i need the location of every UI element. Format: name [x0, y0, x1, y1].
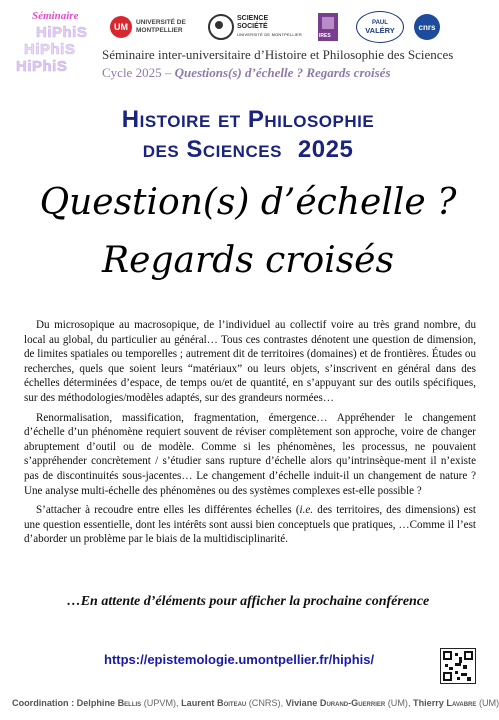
- qr-code-icon[interactable]: [440, 648, 476, 684]
- seminaire-heading: Séminaire inter-universitaire d’Histoire et Philosophie des Sciences: [102, 47, 454, 62]
- subtitle-line2: Regards croisés: [102, 240, 394, 281]
- pv-line2: VALÉRY: [365, 26, 395, 35]
- um-badge: UM: [110, 16, 132, 38]
- body-paragraph-2: Renormalisation, massification, fragmentation, émergence… Appréhender le changement d’échelle d’un phénomène requiert souvent de réviser complètement son approche, voire de changer abruptement d’outil ou de modèle. Comme si les phénomènes, les processus, ne pouvaient s’appréhender concrètement / s’étudier sans rupture d’échelle alors qu’intrinsèque-ment il n’existe pas de discontinuités sous-jacentes… Le changement d’échelle induit-il un changement de nature ? Une analyse multi-échelle des phénomènes ou des systèmes complexes est-elle possible ?: [24, 411, 476, 497]
- coordinator-first-name: Thierry: [413, 698, 444, 708]
- body-paragraph-1: Du microsopique au macrosopique, de l’individuel au collectif voire au très grand nombre, du local au global, du particulier au général… Tous ces contrastes dénotent une question de dimension, de limites spatiales ou temporelles ; autrement dit de territoires (domaines) et de frontières. Études ou recherches, quels que soient leurs “matériaux” ou leurs objets, s’inscrivent en général dans des échelles déterminées d’espace, de temps ou/et de quantité, en s’appuyant sur des outils spécifiques, sur des méthodologies/modèles adaptés, sur des grandeurs normées…: [24, 319, 476, 404]
- cnrs-logo: [414, 8, 440, 46]
- paul-valery-badge: [356, 11, 404, 43]
- science-societe-logo: [208, 8, 302, 46]
- main-title-line1: Histoire et Philosophie: [121, 106, 375, 133]
- body-p3-ie: i.e.: [299, 504, 314, 517]
- ss-small: UNIVERSITÉ DE MONTPELLIER: [237, 32, 303, 37]
- partner-logos: [110, 8, 490, 48]
- coordinator-last-name: Bellis: [117, 698, 142, 708]
- website-link[interactable]: https://epistemologie.umontpellier.fr/hiphis/: [104, 652, 375, 667]
- hiphis-logo: [14, 10, 98, 76]
- main-title-line2: [0, 136, 496, 164]
- coordinator-last-name: Lavabre: [446, 698, 477, 708]
- cycle-prefix: Cycle 2025 –: [102, 65, 172, 80]
- coordinator-first-name: Laurent: [181, 698, 215, 708]
- cycle-heading: [102, 65, 492, 81]
- ires-logo: [318, 8, 340, 46]
- body-text: [24, 318, 476, 552]
- hiphis-logo-top: Séminaire: [32, 10, 79, 22]
- pv-line1: PAUL: [372, 20, 388, 26]
- subtitle-line1: Question(s) d’échelle ?: [39, 182, 457, 223]
- paul-valery-logo: [356, 8, 404, 46]
- um-line1: UNIVERSITÉ DE: [136, 19, 186, 26]
- hiphis-logo-word: HiPhiS: [16, 58, 68, 75]
- coordinator-first-name: Viviane: [285, 698, 318, 708]
- coordinator-last-name: Boiteau: [217, 698, 247, 708]
- body-p3-part-a: S’attacher à recoudre entre elles les différentes échelles (: [36, 504, 300, 517]
- main-title-des-sciences: des Sciences: [142, 136, 282, 163]
- coordination-footer: [12, 698, 499, 708]
- coordinator-first-name: Delphine: [76, 698, 116, 708]
- science-societe-text: [237, 15, 302, 39]
- cycle-theme: Questions(s) d’échelle ? Regards croisés: [174, 65, 391, 80]
- body-paragraph-3: [24, 503, 476, 547]
- hiphis-logo-word: HiPhiS: [24, 41, 76, 58]
- coordination-label: Coordination :: [12, 698, 75, 708]
- coordinator-org: (UM),: [387, 698, 411, 708]
- coordinator-org: (UM): [478, 698, 499, 708]
- cnrs-badge: cnrs: [414, 14, 440, 40]
- science-societe-emblem-icon: [208, 14, 234, 40]
- coordinator-org: (CNRS),: [248, 698, 284, 708]
- ss-line2: SOCIÉTÉ: [237, 23, 268, 30]
- coordinator-org: (UPVM),: [143, 698, 179, 708]
- ss-line1: SCIENCE: [237, 15, 269, 22]
- um-line2: MONTPELLIER: [136, 27, 183, 34]
- body-p3-part-b: des territoires, des dimensions) est une question essentielle, dont les intérêts sont aussi bien conceptuels que pratiques, …Comme il l’est d’aborder un problème par le biais de la multidisciplinarité.: [24, 504, 476, 546]
- main-title-year: 2025: [297, 136, 354, 163]
- waiting-notice: …En attente d’éléments pour afficher la prochaine conférence: [66, 594, 430, 609]
- universite-montpellier-logo: [110, 8, 186, 46]
- ires-logo-icon: [318, 13, 338, 41]
- um-logo-text: [136, 19, 186, 35]
- coordinator-last-name: Durand-Guerrier: [319, 698, 386, 708]
- hiphis-logo-word: HiPhiS: [36, 24, 88, 41]
